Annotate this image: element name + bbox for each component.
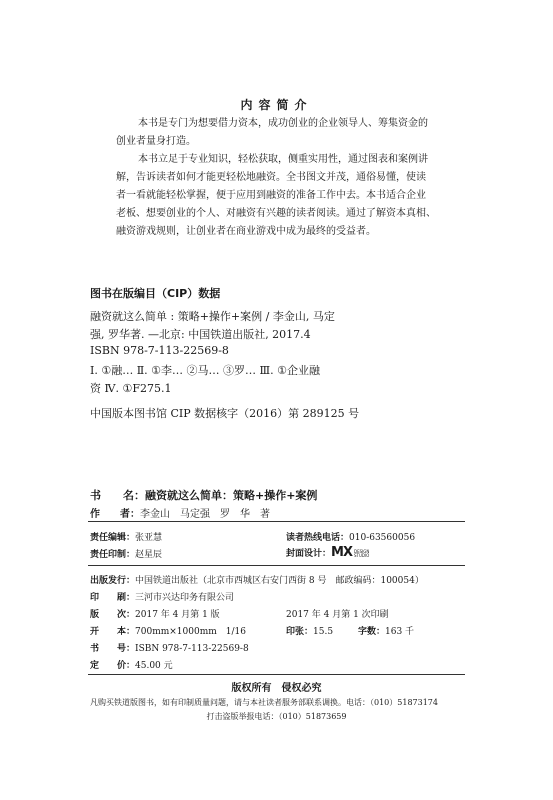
rights-title: 版权所有 侵权必究 (231, 683, 322, 694)
divider-1 (88, 521, 465, 522)
price-value: 45.00 元 (135, 661, 173, 671)
intro-p2-line1: 本书立足于专业知识，轻松获取，侧重实用性，通过图表和案例讲 (138, 154, 428, 165)
editor-label: 责任编辑： (90, 533, 136, 543)
printer-label: 印 刷： (90, 593, 136, 603)
cip-line1: 融资就这么简单 : 策略+操作+案例 / 李金山, 马定 (90, 310, 335, 323)
author-label: 作 者： (90, 509, 140, 520)
hotline-label: 读者热线电话： (286, 533, 350, 543)
isbn-value: ISBN 978-7-113-22569-8 (135, 644, 249, 654)
cip-title: 图书在版编目（CIP）数据 (90, 287, 221, 300)
intro-p1-line1: 本书是专门为想要借力资本，成功创业的企业领导人、筹集资金的 (138, 118, 428, 129)
intro-p2-line5: 融资游戏规则，让创业者在商业游戏中成为最终的受益者。 (116, 226, 376, 237)
words-label: 字数： (358, 627, 386, 637)
format-value: 700mm×1000mm 1/16 (135, 627, 246, 637)
isbn-label: 书 号： (90, 644, 136, 654)
intro-p2-line3: 者一看就能轻松掌握，便于应用到融资的准备工作中去。本书适合企业 (116, 190, 426, 201)
cip-line3: ISBN 978-7-113-22569-8 (90, 344, 229, 357)
sheets-value: 15.5 (313, 627, 334, 637)
price-label: 定 价： (90, 661, 136, 671)
cip-line5: 资 Ⅳ. ①F275.1 (90, 382, 172, 395)
intro-p2-line4: 老板、想要创业的个人、对融资有兴趣的读者阅读。通过了解资本真相、 (116, 208, 436, 219)
sheets-label: 印张： (286, 627, 314, 637)
printer-value: 三河市兴达印务有限公司 (135, 593, 235, 603)
hotline-value: 010-63560056 (349, 533, 416, 543)
piracy-hotline: 打击盗版举报电话：（010）51873659 (206, 712, 347, 721)
publisher-value: 中国铁道出版社（北京市西城区右安门西街 8 号 邮政编码：100054） (135, 576, 424, 586)
book-name-label: 书 名： (90, 489, 145, 502)
publisher-label: 出版发行： (90, 576, 136, 586)
cip-line2: 强, 罗华著. —北京: 中国铁道出版社, 2017.4 (90, 328, 311, 341)
words-value: 163 千 (385, 627, 415, 637)
impression-value: 2017 年 4 月第 1 次印刷 (286, 610, 389, 620)
intro-p2-line2: 解，告诉读者如何才能更轻松地融资。全书图文并茂，通俗易懂，使读 (116, 172, 426, 183)
book-name-value: 融资就这么简单：策略+操作+案例 (145, 489, 318, 502)
rights-notice: 凡购买铁道版图书，如有印制质量问题，请与本社读者服务部联系调换。电话：（010）51873174 (90, 698, 438, 707)
print-label: 责任印制： (90, 550, 136, 560)
divider-2 (88, 565, 465, 566)
divider-3 (88, 674, 465, 675)
cip-line4: Ⅰ. ①融… Ⅱ. ①李… ②马… ③罗… Ⅲ. ①企业融 (90, 364, 320, 377)
cover-label: 封面设计： (286, 549, 332, 559)
edition-value: 2017 年 4 月第 1 版 (135, 610, 220, 620)
intro-title: 内容简介 (240, 98, 313, 112)
author-value: 李金山 马定强 罗 华 著 (140, 509, 270, 520)
cover-logo-sub: DESIGN STUDIO (353, 548, 370, 558)
intro-p1-line2: 创业者量身打造。 (116, 136, 196, 147)
cip-line6: 中国版本图书馆 CIP 数据核字（2016）第 289125 号 (90, 407, 360, 420)
editor-value: 张亚慧 (135, 533, 163, 543)
print-value: 赵星辰 (135, 550, 163, 560)
cover-logo: MX (331, 545, 352, 560)
format-label: 开 本： (90, 627, 136, 637)
edition-label: 版 次： (90, 610, 136, 620)
